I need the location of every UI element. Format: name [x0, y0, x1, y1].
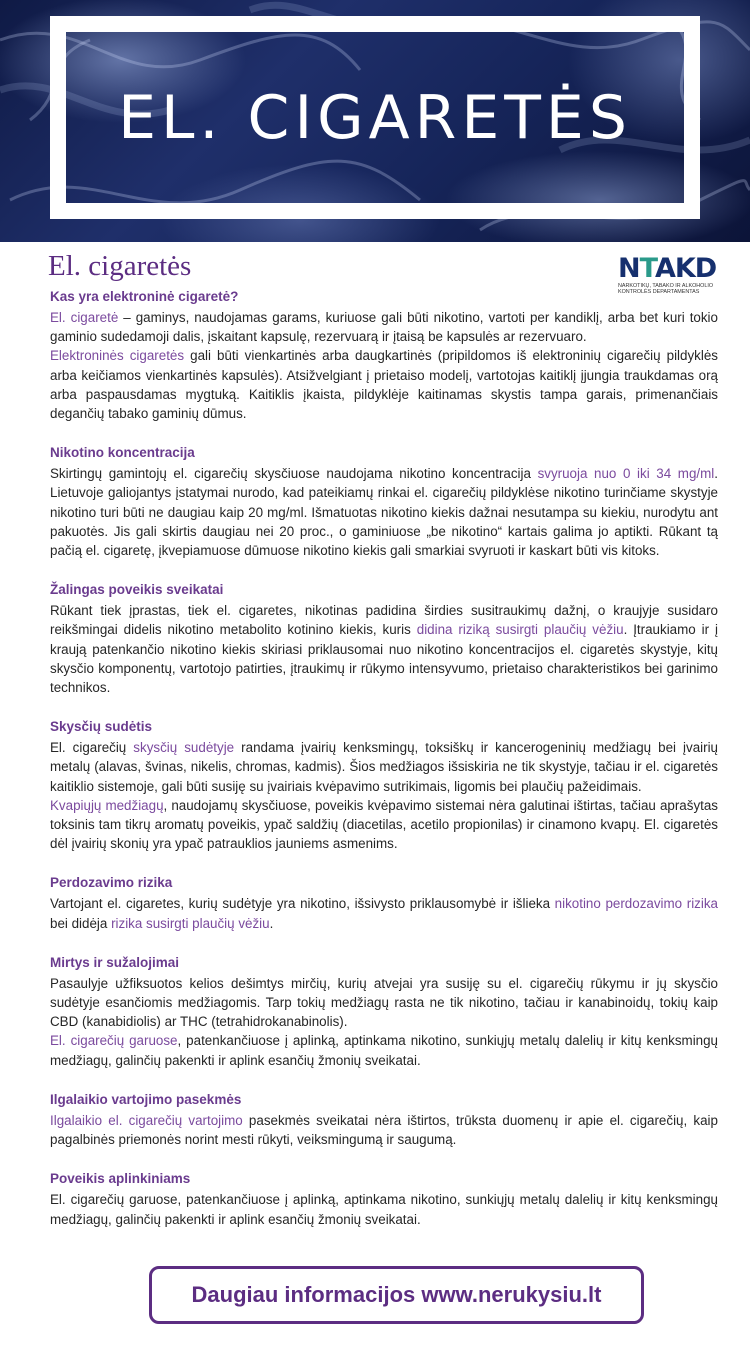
section-health-effects	[50, 581, 718, 697]
more-info-link-button[interactable]: Daugiau informacijos www.nerukysiu.lt	[149, 1266, 644, 1324]
paragraph: Rūkant tiek įprastas, tiek el. cigaretes, nikotinas padidina širdies susitraukimų dažnį, o kraujyje susidaro reikšmingai didelis nikotino metabolito kotinino kiekis, kuris didina riziką susirgti plaučių vėžiu. Įtraukiamo ir į kraują patenkančio nikotino kiekis skiriasi priklausomai nuo nikotino koncentracijos el. cigaretės skystyje, kitų skysčio komponentų, vartotojo patirties, įtraukimų ir rūkymo intensyvumo, prietaiso charakteristikos bei garinimo technikos.	[50, 603, 718, 696]
section-heading: Kas yra elektroninė cigaretė?	[50, 289, 239, 304]
paragraph: El. cigarečių skysčių sudėtyje randama įvairių kenksmingų, toksiškų ir kancerogeninių medžiagų bei įvairių metalų (alavas, švinas, nikelis, chromas, kadmis). Šios medžiagos išsiskiria ne tik skystyje, tačiau ir el. cigaretės kaitiklio sistemoje, gali būti susiję su įvairiais kvėpavimo sutrikimais, ligomis bei plaučių pažeidimais.	[50, 740, 719, 794]
section-heading: Žalingas poveikis sveikatai	[50, 582, 224, 598]
banner-title-frame	[50, 16, 700, 219]
section-heading: Perdozavimo rizika	[50, 875, 173, 891]
paragraph: El. cigarečių garuose, patenkančiuose į aplinką, aptinkama nikotino, sunkiųjų metalų dalelių ir kitų kenksmingų medžiagų, galinčių pakenkti ir aplink esančių žmonių sveikatai.	[50, 1192, 718, 1227]
section-nicotine-concentration	[50, 444, 718, 560]
section-long-term-use	[50, 1091, 718, 1149]
section-heading: Skysčių sudėtis	[50, 719, 153, 735]
section-deaths-injuries	[50, 954, 718, 1070]
paragraph: El. cigaretė – gaminys, naudojamas garams, kuriuose gali būti nikotino, vartoti per kandiklį, arba bet kuri tokio gaminio sudedamoji dalis, įskaitant kapsulę, rezervuarą ir įtaisą be kapsulės ar rezervuaro.	[50, 310, 718, 345]
section-heading: Mirtys ir sužalojimai	[50, 954, 180, 970]
paragraph: Elektroninės cigaretės gali būti vienkartinės arba daugkartinės (pripildomos iš elektroninių cigarečių pildyklės arba keičiamos vienkartinės kapsulės). Atsižvelgiant į prietaiso modelį, vartotojas kaitiklį įjungia traukdamas orą arba paspausdamas mygtuką. Kaitiklis įkaista, pildyklėje kaitinamas skystis tampa garais, primenančiais degančių tabako gaminių dūmus.	[50, 348, 718, 422]
logo-subtitle: NARKOTIKŲ, TABAKO IR ALKOHOLIO KONTROLĖS DEPARTAMENTAS	[618, 283, 714, 295]
paragraph: Pasaulyje užfiksuotos kelios dešimtys mirčių, kurių atvejai yra susiję su el. cigarečių rūkymu ir jų skysčio sudėtyje esančiomis medžiagomis. Tarp tokių medžiagų rasta ne tik nikotino, tačiau ir kanabinoidų, tokių kaip CBD (kanabidiolis) ar THC (tetrahidrokanabinolis).	[50, 975, 718, 1030]
paragraph: Kvapiųjų medžiagų, naudojamų skysčiuose, poveikis kvėpavimo sistemai nėra galutinai ištirtas, tačiau aprašytas toksinis tam tikrų aromatų poveikis, ypač saldžių (diacetilas, acetilo propionilas) ir cinamono kvapų. El. cigaretės dėl įvairių skonių yra ypač patrauklios jauniems asmenims.	[50, 797, 719, 852]
logo-wordmark: NTAKD	[618, 253, 717, 284]
paragraph: Ilgalaikio el. cigarečių vartojimo pasekmės sveikatai nėra ištirtos, trūksta duomenų ir apie el. cigarečių, kaip pagalbinės priemonės norint mesti rūkyti, veiksmingumą ir saugumą.	[50, 1112, 718, 1148]
section-liquid-composition	[50, 718, 718, 853]
paragraph: Skirtingų gamintojų el. cigarečių skysčiuose naudojama nikotino koncentracija svyruoja nuo 0 iki 34 mg/ml. Lietuvoje galiojantys įstatymai nurodo, kad pateikiamų rinkai el. cigarečių pildyklėse nikotino turinčiame skystyje nikotino turi būti ne daugiau kaip 20 mg/ml. Išmatuotas nikotino kiekis dažnai nesutampa su kiekiu, nurodytu ant pakuotės. Jis gali skirtis daugiau nei 20 proc., o gaminiuose „be nikotino“ kartais galima jo aptikti. Rūkant tą pačią el. cigaretę, įkvepiamuose dūmuose nikotino kiekis gali smarkiai svyruoti ir kaskart būti vis kitoks.	[50, 466, 718, 559]
page-title: El. cigaretės	[48, 250, 192, 282]
section-heading: Poveikis aplinkiniams	[50, 1171, 191, 1187]
section-overdose-risk	[50, 874, 718, 932]
section-heading: Ilgalaikio vartojimo pasekmės	[50, 1091, 242, 1107]
article-content	[50, 288, 718, 1250]
header-banner	[0, 0, 750, 242]
section-heading: Nikotino koncentracija	[50, 445, 195, 461]
section-what-is	[50, 288, 718, 423]
paragraph: Vartojant el. cigaretes, kurių sudėtyje yra nikotino, išsivysto priklausomybė ir išlieka nikotino perdozavimo rizika bei didėja rizika susirgti plaučių vėžiu.	[50, 896, 718, 931]
section-bystander-effects	[50, 1170, 718, 1228]
banner-title: EL. CIGARETĖS	[118, 82, 632, 153]
paragraph: El. cigarečių garuose, patenkančiuose į aplinką, aptinkama nikotino, sunkiųjų metalų dalelių ir kitų kenksmingų medžiagų, galinčių pakenkti ir aplink esančių žmonių sveikatai.	[50, 1033, 719, 1068]
